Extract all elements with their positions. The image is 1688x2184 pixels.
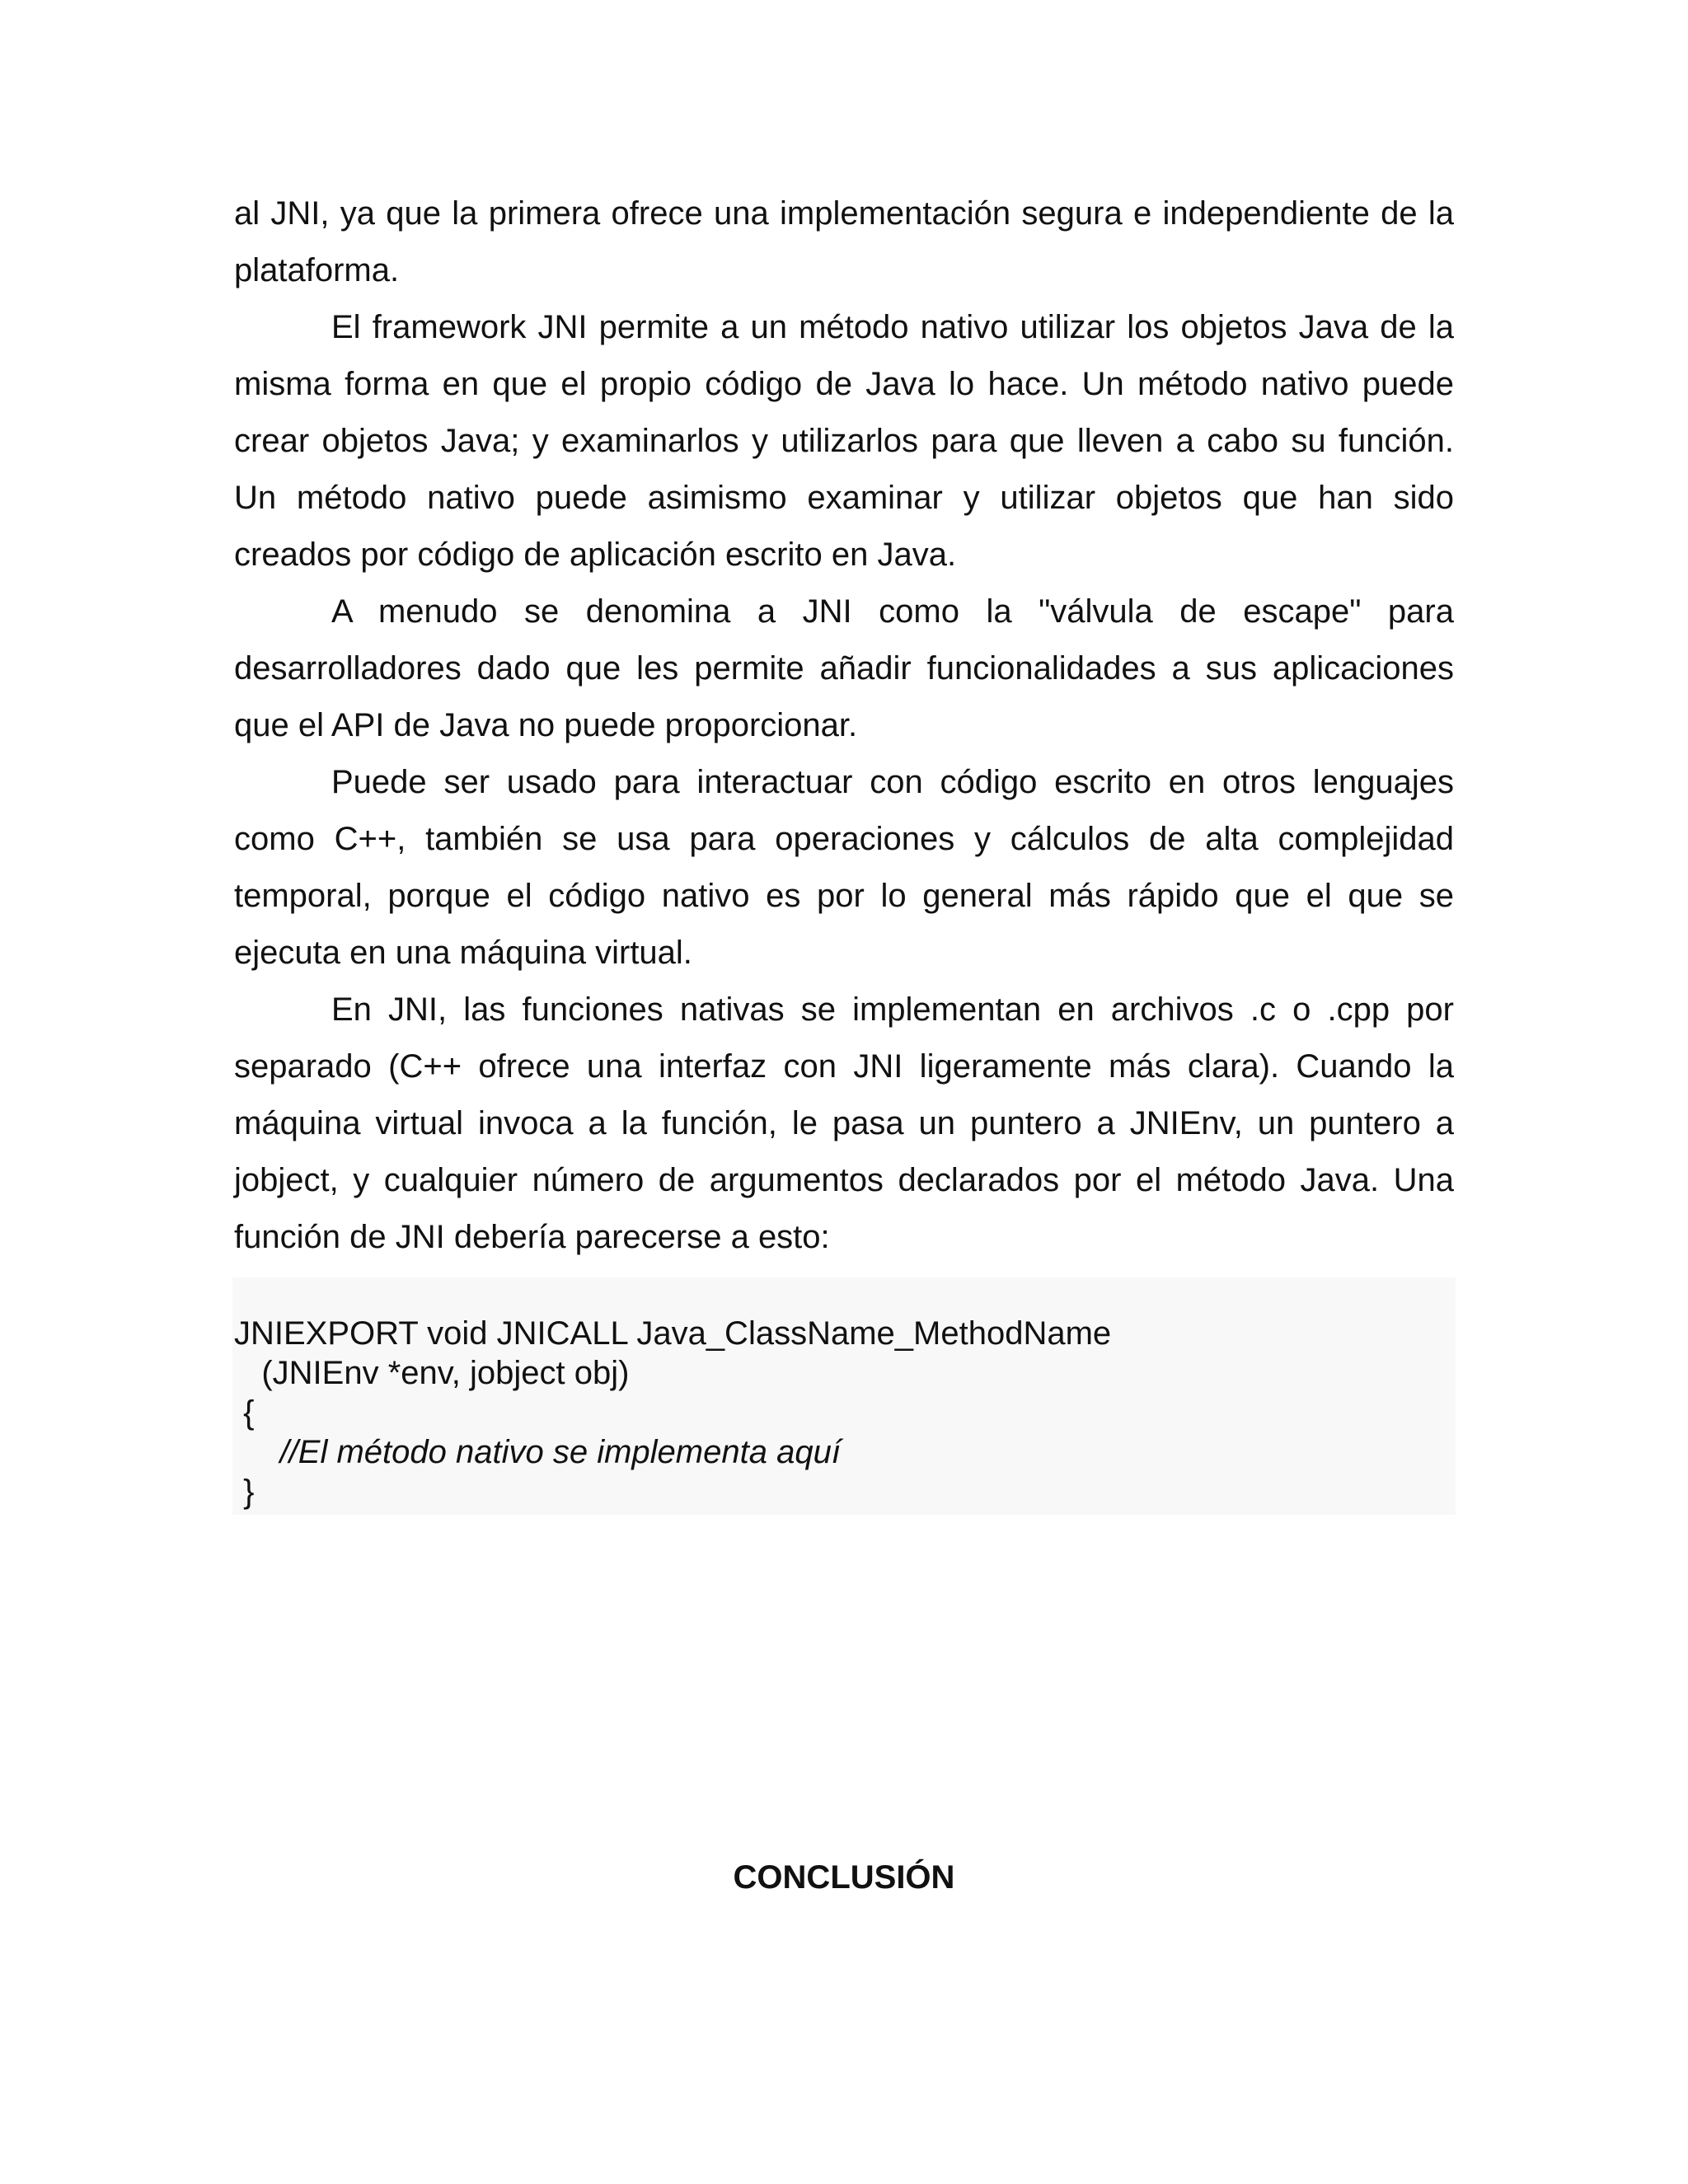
code-line: {	[234, 1394, 255, 1431]
paragraph: A menudo se denomina a JNI como la "válvula de escape" para desarrolladores dado que les permite añadir funcionalidades a sus aplicaciones que el API de Java no puede proporcionar.	[234, 593, 1454, 743]
code-line: }	[234, 1474, 255, 1510]
code-line: JNIEXPORT void JNICALL Java_ClassName_MethodName	[234, 1315, 1112, 1352]
code-line: (JNIEnv *env, jobject obj)	[234, 1355, 630, 1391]
code-block	[232, 1277, 1456, 1515]
section-heading: CONCLUSIÓN	[733, 1859, 955, 1896]
body-text	[234, 185, 1454, 1266]
paragraph: al JNI, ya que la primera ofrece una implementación segura e independiente de la plataforma.	[234, 195, 1454, 288]
paragraph: En JNI, las funciones nativas se implementan en archivos .c o .cpp por separado (C++ ofrece una interfaz con JNI ligeramente más clara). Cuando la máquina virtual invoca a la función, le pasa un puntero a JNIEnv, un puntero a jobject, y cualquier número de argumentos declarados por el método Java. Una función de JNI debería parecerse a esto:	[234, 991, 1454, 1255]
paragraph: El framework JNI permite a un método nativo utilizar los objetos Java de la misma forma en que el propio código de Java lo hace. Un método nativo puede crear objetos Java; y examinarlos y utilizarlos para que lleven a cabo su función. Un método nativo puede asimismo examinar y utilizar objetos que han sido creados por código de aplicación escrito en Java.	[234, 309, 1454, 573]
code-comment-line: //El método nativo se implementa aquí	[234, 1434, 841, 1470]
paragraph: Puede ser usado para interactuar con código escrito en otros lenguajes como C++, también se usa para operaciones y cálculos de alta complejidad temporal, porque el código nativo es por lo general más rápido que el que se ejecuta en una máquina virtual.	[234, 764, 1454, 971]
